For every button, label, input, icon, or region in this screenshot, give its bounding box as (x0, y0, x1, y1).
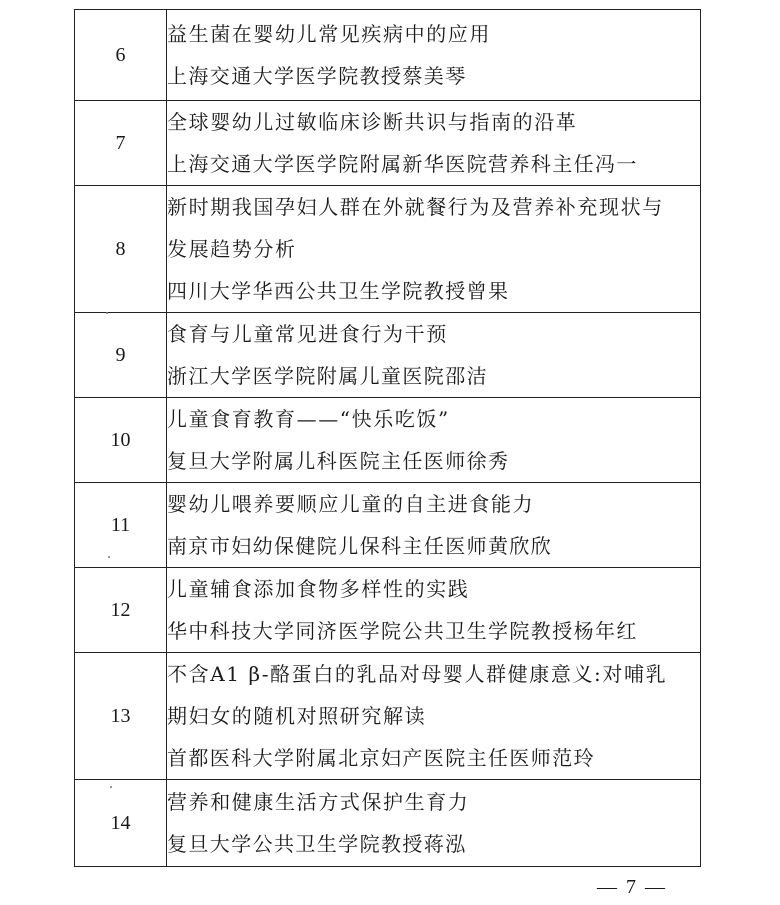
row-content (167, 313, 701, 398)
table-row (75, 653, 701, 780)
scan-speck (106, 312, 108, 314)
speaker-line: 首都医科大学附属北京妇产医院主任医师范玲 (167, 746, 595, 770)
table-row (75, 101, 701, 186)
talk-title-line: 全球婴幼儿过敏临床诊断共识与指南的沿革 (167, 110, 578, 134)
table-row (75, 780, 701, 867)
talk-title-line: 发展趋势分析 (167, 237, 297, 261)
table-row (75, 483, 701, 568)
talk-title-line: 不含A1 β-酪蛋白的乳品对母婴人群健康意义:对哺乳 (167, 662, 668, 686)
table-row (75, 568, 701, 653)
row-content (167, 398, 701, 483)
table-row (75, 313, 701, 398)
talk-title-line: 期妇女的随机对照研究解读 (167, 704, 427, 728)
scan-speck (108, 556, 110, 558)
speaker-line: 复旦大学附属儿科医院主任医师徐秀 (167, 449, 510, 473)
row-content (167, 186, 701, 313)
talk-title-line: 新时期我国孕妇人群在外就餐行为及营养补充现状与 (167, 195, 664, 219)
speaker-line: 上海交通大学医学院附属新华医院营养科主任冯一 (167, 152, 638, 176)
talk-title-line: 益生菌在婴幼儿常见疾病中的应用 (167, 22, 491, 46)
row-number: 9 (75, 313, 167, 398)
speaker-line: 华中科技大学同济医学院公共卫生学院教授杨年红 (167, 619, 638, 643)
table-row (75, 186, 701, 313)
row-content (167, 483, 701, 568)
agenda-table-body (75, 10, 701, 867)
row-number: 6 (75, 10, 167, 101)
talk-title-line: 儿童食育教育——“快乐吃饭” (167, 407, 450, 431)
row-number: 13 (75, 653, 167, 780)
row-content (167, 101, 701, 186)
row-content (167, 568, 701, 653)
row-content (167, 780, 701, 867)
row-number: 8 (75, 186, 167, 313)
talk-title-line: 婴幼儿喂养要顺应儿童的自主进食能力 (167, 492, 535, 516)
talk-title-line: 食育与儿童常见进食行为干预 (167, 322, 448, 346)
talk-title-line: 儿童辅食添加食物多样性的实践 (167, 577, 470, 601)
speaker-line: 浙江大学医学院附属儿童医院邵洁 (167, 364, 488, 388)
speaker-line: 南京市妇幼保健院儿保科主任医师黄欣欣 (167, 534, 553, 558)
row-number: 7 (75, 101, 167, 186)
row-number: 10 (75, 398, 167, 483)
row-number: 14 (75, 780, 167, 867)
page-number: — 7 — (597, 876, 667, 898)
speaker-line: 复旦大学公共卫生学院教授蒋泓 (167, 832, 467, 856)
scan-speck (110, 786, 112, 788)
row-number: 12 (75, 568, 167, 653)
agenda-table (74, 9, 701, 867)
speaker-line: 四川大学华西公共卫生学院教授曾果 (167, 279, 510, 303)
table-row (75, 398, 701, 483)
table-row (75, 10, 701, 101)
row-number: 11 (75, 483, 167, 568)
row-content (167, 653, 701, 780)
speaker-line: 上海交通大学医学院教授蔡美琴 (167, 64, 467, 88)
talk-title-line: 营养和健康生活方式保护生育力 (167, 790, 470, 814)
row-content (167, 10, 701, 101)
